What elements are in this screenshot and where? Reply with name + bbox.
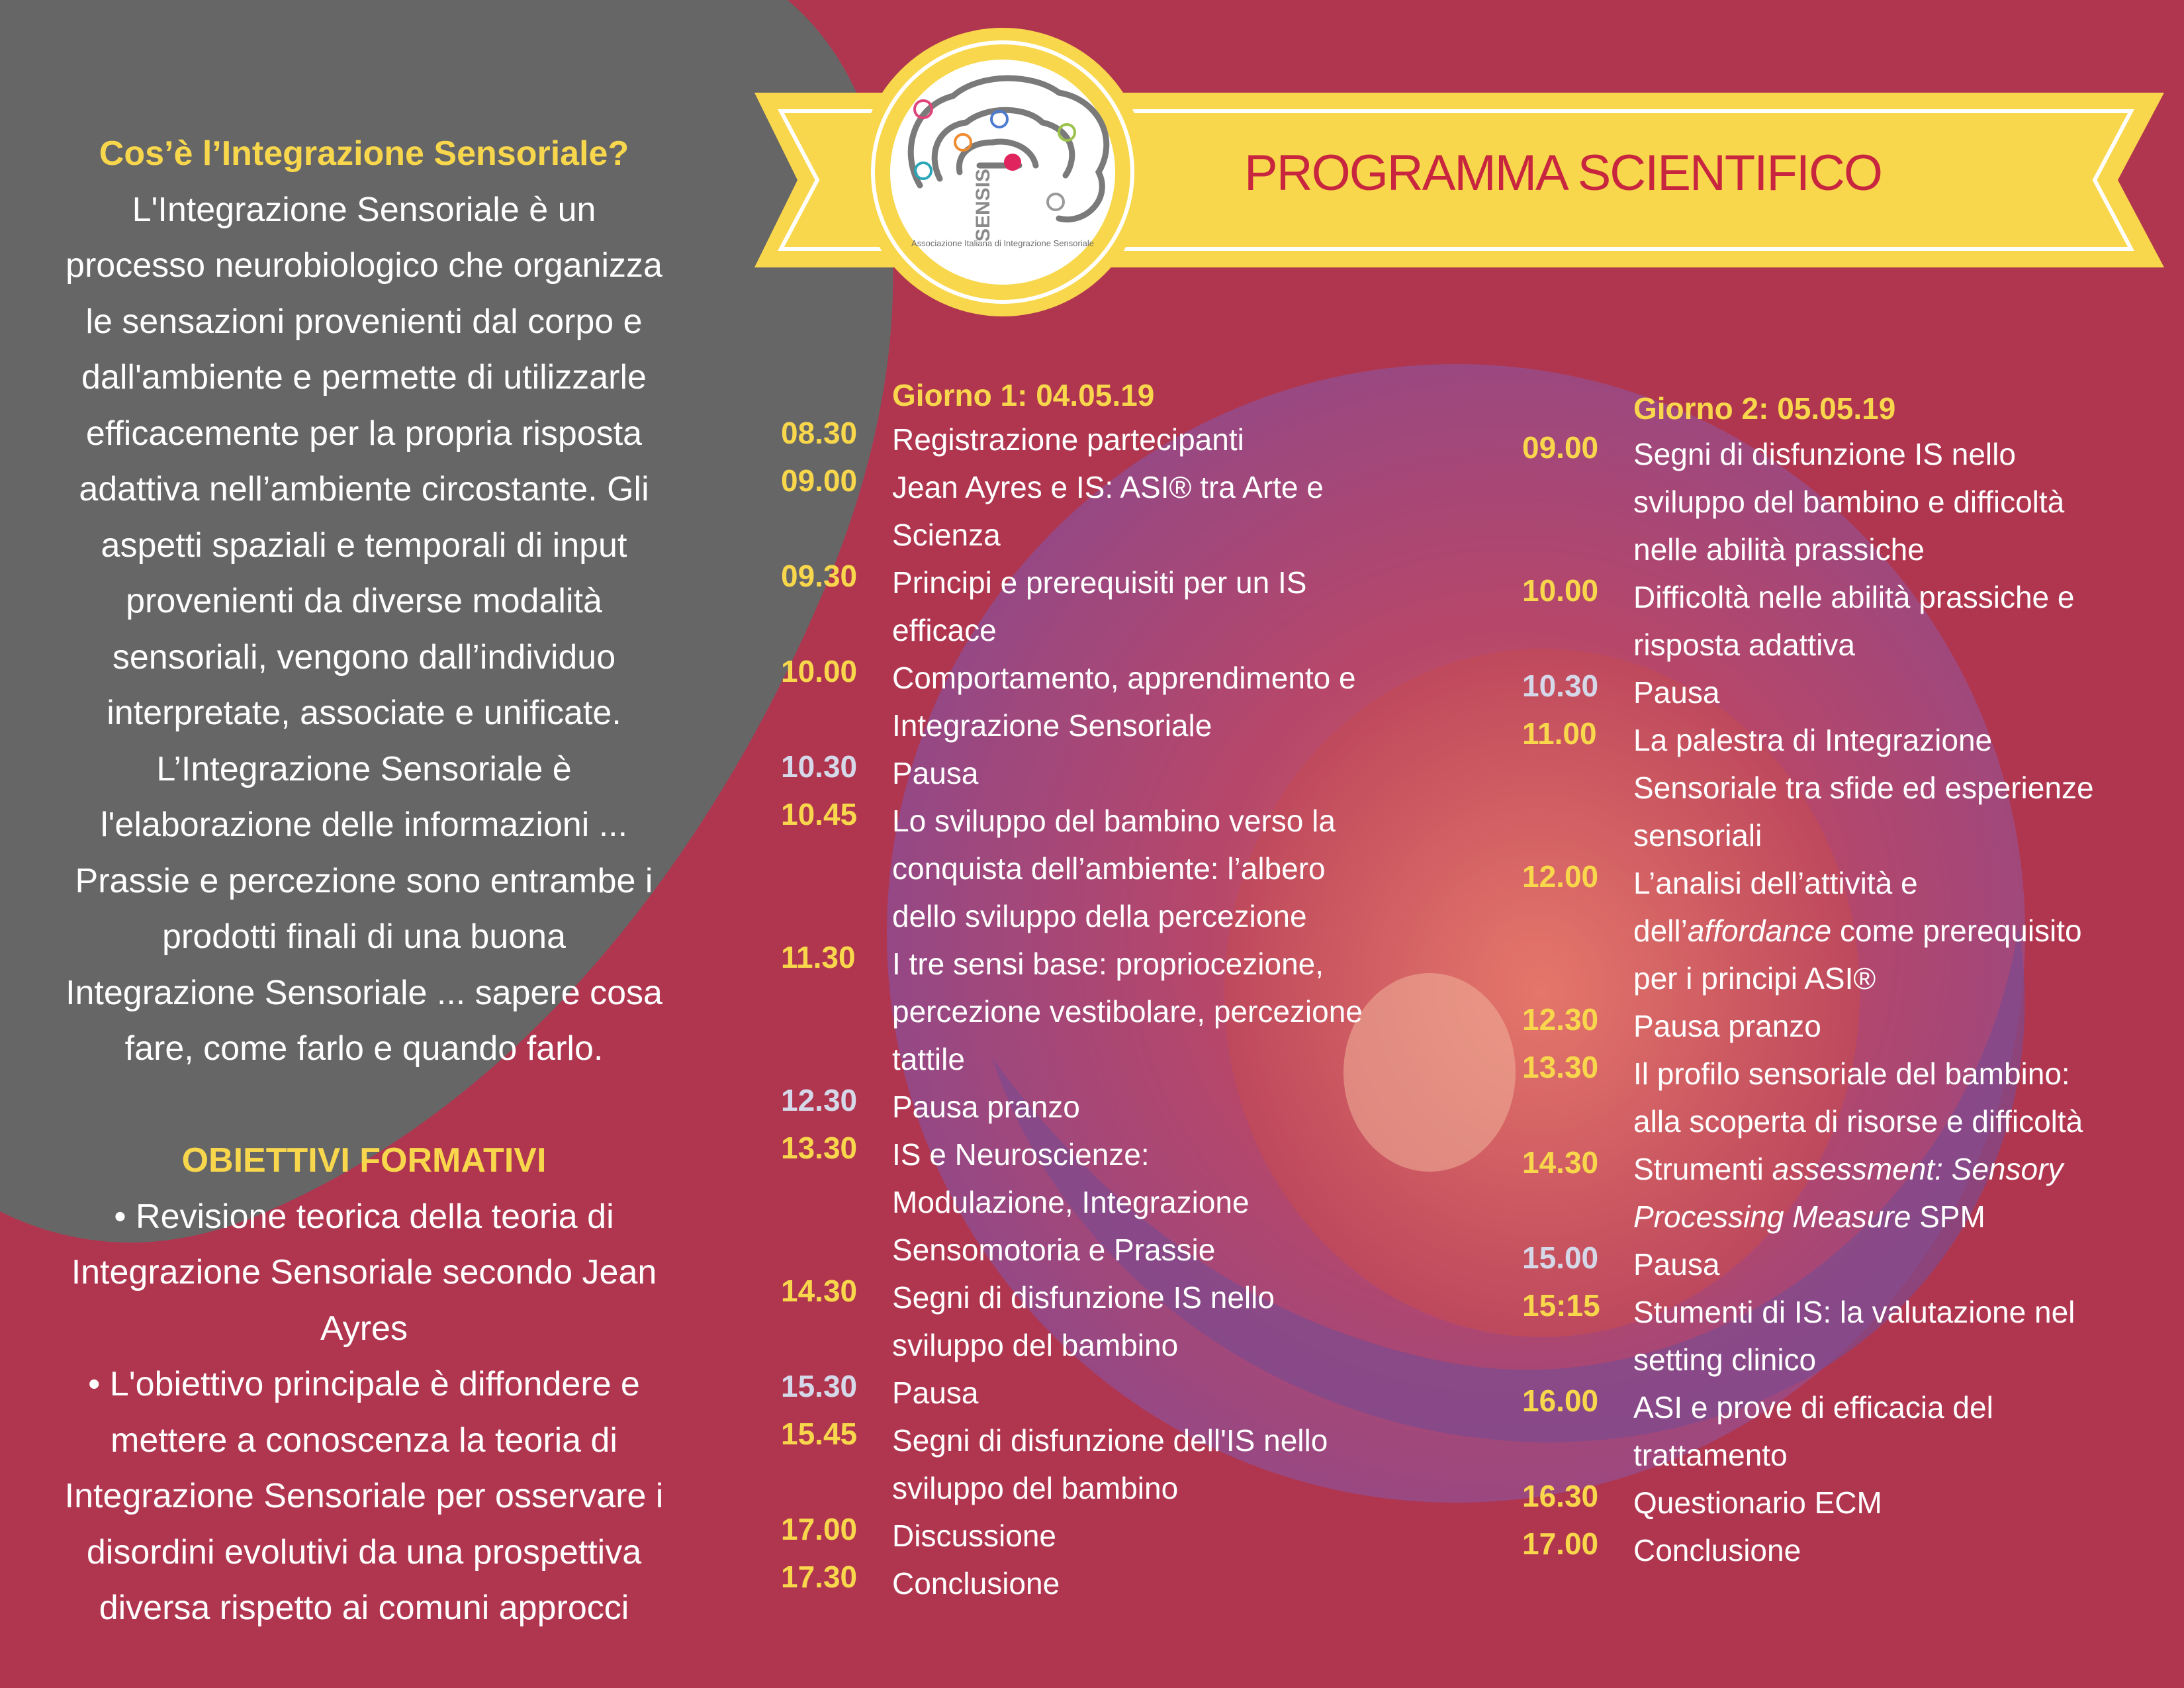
day1-description [892,1512,1449,1560]
day2-schedule-item [1522,1479,2144,1526]
day1-time: 10.30 [781,749,858,784]
day1-time: 10.00 [781,654,858,688]
day2-description-line: Segni di disfunzione IS nello [1633,437,2016,471]
day2-description [1633,1526,2144,1574]
day1-time: 15.45 [781,1417,858,1451]
day1-description-line: Lo sviluppo del bambino verso la [892,804,1336,838]
day1-description-line: dello sviluppo della percezione [892,899,1307,933]
day2-description-line: Stumenti di IS: la valutazione nel [1633,1295,2075,1329]
day1-description-line: tattile [892,1042,965,1076]
day1-time: 17.30 [781,1560,858,1594]
day1-description [892,1417,1449,1512]
intro-line: provenienti da diverse modalità [126,582,602,620]
day2-time: 11.00 [1522,716,1597,751]
objectives-line: disordini evolutivi da una prospettiva [86,1532,642,1571]
logo-caption: Associazione Italiana di Integrazione Sensoriale [911,238,1095,248]
day2-time: 16.00 [1522,1383,1599,1418]
day2-heading: Giorno 2: 05.05.19 [1633,391,1896,426]
day2-schedule [1522,430,2144,1574]
day2-description [1633,1383,2144,1479]
day2-schedule-item [1522,1526,2144,1574]
day1-description [892,749,1449,797]
day2-description-line: Sensoriale tra sfide ed esperienze [1633,771,2094,805]
day2-description-line: Conclusione [1633,1533,1801,1568]
day1-description-line: conquista dell’ambiente: l’albero [892,851,1326,886]
day2-description-line: dell’affordance come prerequisito [1633,914,2082,948]
day2-description-line: Strumenti assessment: Sensory [1633,1152,2064,1186]
intro-line: prodotti finali di una buona [161,917,566,956]
day1-description-line: Pausa [892,1376,979,1410]
day1-description-line: I tre sensi base: propriocezione, [892,947,1324,981]
day2-time: 12.30 [1522,1002,1599,1037]
day2-description-line: sensoriali [1633,818,1762,853]
intro-line: fare, come farlo e quando farlo. [124,1029,604,1068]
intro-line: dall'ambiente e permette di utilizzarle [81,358,647,397]
day2-schedule-item [1522,1145,2144,1241]
day1-schedule-item [781,463,1449,559]
objectives-line: Ayres [320,1309,408,1348]
day2-time: 14.30 [1522,1145,1599,1180]
day1-description [892,463,1449,559]
day2-description [1633,716,2144,859]
day1-time: 10.45 [781,797,858,831]
day2-schedule-item [1522,669,2144,716]
day1-time: 15.30 [781,1369,858,1403]
day1-description-line: percezione vestibolare, percezione [892,994,1363,1029]
day1-time: 08.30 [781,416,858,450]
day1-schedule-item [781,1083,1449,1131]
day1-description-line: sviluppo del bambino [892,1471,1179,1505]
day1-schedule-item [781,797,1449,940]
day2-description [1633,1288,2144,1383]
day1-description [892,416,1449,463]
day1-description-line: Segni di disfunzione IS nello [892,1280,1275,1315]
day1-schedule-item [781,1417,1449,1512]
page-title: PROGRAMMA SCIENTIFICO [1244,145,1882,201]
objectives-heading: OBIETTIVI FORMATIVI [181,1141,547,1180]
intro-line: sensoriali, vengono dall’individuo [112,637,616,677]
day2-description-line: sviluppo del bambino e difficoltà [1633,485,2065,519]
day2-description-line: La palestra di Integrazione [1633,723,1993,757]
day2-schedule-item [1522,430,2144,573]
day2-schedule-item [1522,1002,2144,1050]
day1-description-line: IS e Neuroscienze: [892,1137,1150,1172]
sense-icon-touch [1004,154,1021,171]
day1-schedule-item [781,1369,1449,1417]
day1-time: 09.00 [781,463,858,498]
day1-schedule-item [781,1512,1449,1560]
day1-schedule-item [781,1131,1449,1274]
logo-brand-text: SENSIS [972,168,994,242]
day2-description [1633,1479,2144,1526]
intro-line: aspetti spaziali e temporali di input [101,526,627,565]
day2-description-line: per i principi ASI® [1633,961,1876,996]
day1-description [892,1131,1449,1274]
intro-line: efficacemente per la propria risposta [85,414,643,453]
intro-line: Integrazione Sensoriale ... sapere cosa [66,973,662,1012]
day1-description [892,797,1449,940]
intro-text [7,182,721,1077]
day2-schedule-item [1522,573,2144,669]
day1-time: 17.00 [781,1512,858,1546]
day1-description-line: Pausa [892,756,979,790]
day1-description-line: Integrazione Sensoriale [892,708,1212,743]
logo-disc [890,60,1115,285]
day1-description [892,1560,1449,1607]
objectives-line: Integrazione Sensoriale secondo Jean [71,1253,657,1291]
day2-schedule-item [1522,1288,2144,1383]
day2-time: 15.00 [1522,1241,1599,1275]
day1-description [892,654,1449,749]
objectives-text [7,1189,721,1636]
day2-time: 15:15 [1522,1288,1600,1323]
day2-description [1633,1050,2144,1145]
day1-description-line: Segni di disfunzione dell'IS nello [892,1423,1328,1458]
left-panel [7,126,721,1636]
intro-line: le sensazioni provenienti dal corpo e [85,302,643,341]
day2-description-line: trattamento [1633,1438,1788,1472]
intro-line: interpretate, associate e unificate. [107,694,621,732]
day1-time: 11.30 [781,940,856,974]
day1-schedule-item [781,1560,1449,1607]
day2-description-line: Pausa [1633,1247,1720,1282]
day1-description [892,1083,1449,1131]
day2-description-line: Questionario ECM [1633,1485,1882,1520]
intro-line: processo neurobiologico che organizza [66,246,662,285]
day1-description-line: Scienza [892,518,1001,552]
day1-heading: Giorno 1: 04.05.19 [892,378,1155,412]
day2-schedule-item [1522,1241,2144,1288]
day1-schedule-item [781,654,1449,749]
day1-schedule-item [781,559,1449,654]
day2-description-line: alla scoperta di risorse e difficoltà [1633,1104,2083,1139]
day2-description-line: nelle abilità prassiche [1633,532,1925,567]
intro-line: L’Integrazione Sensoriale è [156,749,572,788]
day2-description-line: Il profilo sensoriale del bambino: [1633,1056,2070,1091]
day1-schedule [781,416,1449,1607]
day2-description-line: ASI e prove di efficacia del [1633,1390,1993,1425]
day2-time: 16.30 [1522,1479,1599,1513]
day1-description-line: Principi e prerequisiti per un IS [892,565,1307,600]
day1-description-line: Conclusione [892,1566,1060,1601]
day1-time: 12.30 [781,1083,858,1117]
day2-description [1633,573,2144,669]
day2-description [1633,859,2144,1002]
day2-description-line: setting clinico [1633,1342,1817,1377]
day1-description-line: Jean Ayres e IS: ASI® tra Arte e [892,470,1324,504]
intro-line: Prassie e percezione sono entrambe i [75,861,653,900]
day2-description [1633,1145,2144,1241]
day2-description-line: Processing Measure SPM [1633,1199,1985,1234]
objectives-line: Integrazione Sensoriale per osservare i [64,1477,664,1515]
day1-description [892,940,1449,1083]
day2-schedule-item [1522,859,2144,1002]
day2-description-line: Pausa [1633,675,1720,710]
day2-time: 10.00 [1522,573,1599,608]
day2-description-line: risposta adattiva [1633,628,1855,662]
objectives-line: mettere a conoscenza la teoria di [111,1421,617,1460]
day2-description-line: Pausa pranzo [1633,1009,1821,1043]
day1-schedule-item [781,749,1449,797]
day2-description [1633,669,2144,716]
day1-description [892,1369,1449,1417]
day2-schedule-item [1522,716,2144,859]
day2-description-line: Difficoltà nelle abilità prassiche e [1633,580,2075,614]
day1-description-line: Registrazione partecipanti [892,422,1244,457]
day1-description-line: Modulazione, Integrazione [892,1185,1250,1219]
intro-heading: Cos’è l’Integrazione Sensoriale? [99,134,629,173]
day2-time: 13.30 [1522,1050,1599,1084]
day2-time: 12.00 [1522,859,1599,894]
day2-time: 09.00 [1522,430,1599,465]
day2-description [1633,1002,2144,1050]
day2-time: 10.30 [1522,669,1599,703]
day2-description [1633,430,2144,573]
objectives-line: diversa rispetto ai comuni approcci [99,1589,629,1627]
intro-line: adattiva nell’ambiente circostante. Gli [79,470,649,508]
intro-line: L'Integrazione Sensoriale è un [132,190,596,229]
day2-description [1633,1241,2144,1288]
day1-description-line: Sensomotoria e Prassie [892,1233,1216,1267]
day1-description-line: Comportamento, apprendimento e [892,661,1356,695]
day1-schedule-item [781,1274,1449,1369]
day1-description-line: Discussione [892,1519,1056,1553]
day1-schedule-item [781,416,1449,463]
day1-time: 14.30 [781,1274,858,1308]
objectives-line: • L'obiettivo principale è diffondere e [88,1365,640,1403]
day2-schedule-item [1522,1050,2144,1145]
intro-line: l'elaborazione delle informazioni ... [100,806,628,844]
day1-schedule-item [781,940,1449,1083]
day1-description-line: sviluppo del bambino [892,1328,1179,1362]
day2-schedule-item [1522,1383,2144,1479]
day1-description [892,1274,1449,1369]
objectives-line: • Revisione teorica della teoria di [114,1197,614,1236]
day2-description-line: L’analisi dell’attività e [1633,866,1918,900]
day1-time: 13.30 [781,1131,858,1165]
day1-description [892,559,1449,654]
day2-time: 17.00 [1522,1526,1599,1561]
day1-description-line: efficace [892,613,997,647]
day1-description-line: Pausa pranzo [892,1090,1080,1124]
day1-time: 09.30 [781,559,858,593]
